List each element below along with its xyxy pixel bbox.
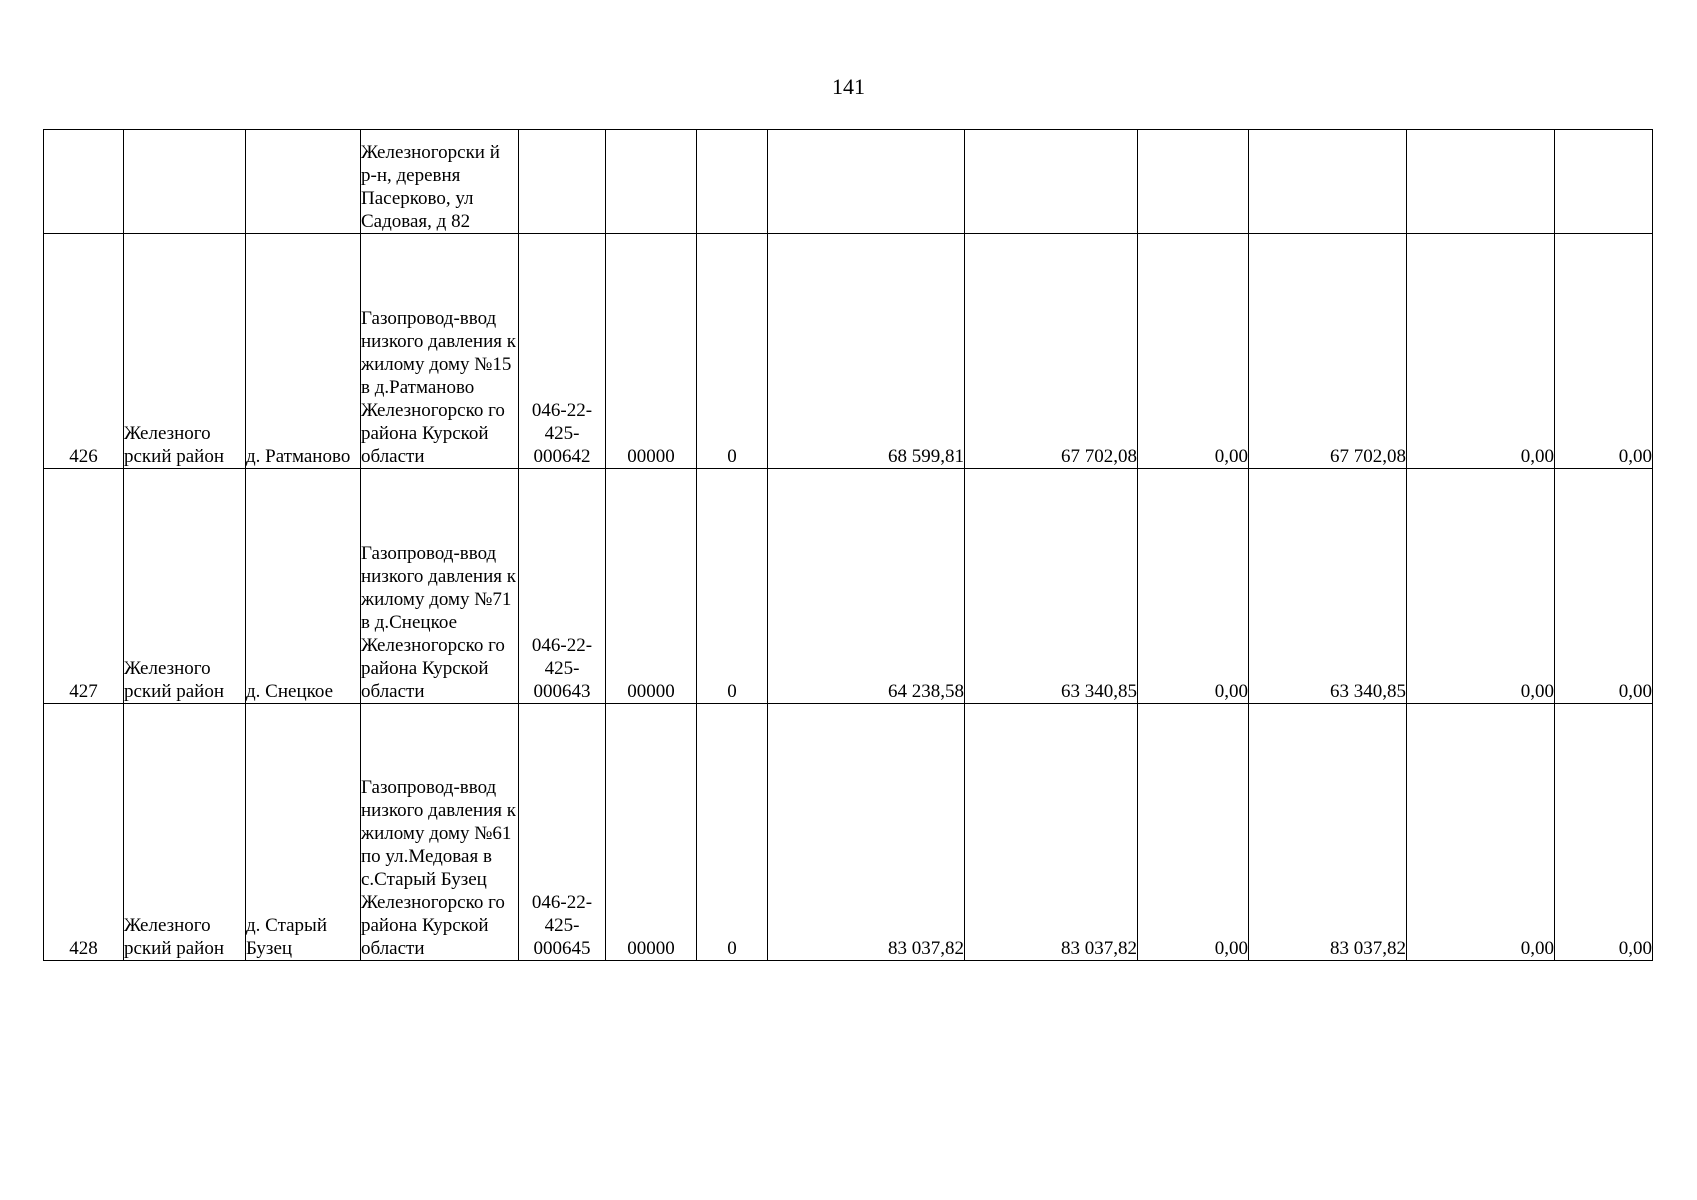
amount-cell-4: 67 702,08 <box>1249 234 1407 469</box>
cadastral-number-cell <box>519 130 606 234</box>
amount-cell-2 <box>965 130 1138 234</box>
amount-cell-2: 83 037,82 <box>965 704 1138 961</box>
cadastral-number-cell: 046-22-425-000643 <box>519 469 606 704</box>
object-name-cell: Железногорски й р-н, деревня Пасерково, ул Садовая, д 82 <box>361 130 519 234</box>
amount-cell-1: 68 599,81 <box>768 234 965 469</box>
page-number: 141 <box>832 74 865 99</box>
code-cell: 00000 <box>606 469 697 704</box>
amount-cell-3 <box>1138 130 1249 234</box>
object-name-cell: Газопровод-ввод низкого давления к жилому дому №61 по ул.Медовая в с.Старый Бузец Железногорско го района Курской области <box>361 704 519 961</box>
amount-cell-2: 63 340,85 <box>965 469 1138 704</box>
amount-cell-3: 0,00 <box>1138 704 1249 961</box>
amount-cell-6: 0,00 <box>1555 704 1653 961</box>
amount-cell-4 <box>1249 130 1407 234</box>
amount-cell-2: 67 702,08 <box>965 234 1138 469</box>
amount-cell-6 <box>1555 130 1653 234</box>
code-cell: 00000 <box>606 234 697 469</box>
row-number: 427 <box>44 469 124 704</box>
table-row <box>44 469 1653 704</box>
district-cell: Железного рский район <box>124 469 246 704</box>
locality-cell: д. Ратманово <box>246 234 361 469</box>
table-row <box>44 234 1653 469</box>
zero-cell <box>697 130 768 234</box>
table-row <box>44 130 1653 234</box>
amount-cell-1 <box>768 130 965 234</box>
amount-cell-3: 0,00 <box>1138 469 1249 704</box>
registry-table <box>43 129 1653 961</box>
district-cell: Железного рский район <box>124 234 246 469</box>
locality-cell <box>246 130 361 234</box>
locality-cell: д. Старый Бузец <box>246 704 361 961</box>
district-cell: Железного рский район <box>124 704 246 961</box>
amount-cell-4: 83 037,82 <box>1249 704 1407 961</box>
object-name-cell: Газопровод-ввод низкого давления к жилому дому №15 в д.Ратманово Железногорско го района Курской области <box>361 234 519 469</box>
amount-cell-3: 0,00 <box>1138 234 1249 469</box>
zero-cell: 0 <box>697 469 768 704</box>
amount-cell-5 <box>1407 130 1555 234</box>
row-number: 428 <box>44 704 124 961</box>
amount-cell-5: 0,00 <box>1407 469 1555 704</box>
zero-cell: 0 <box>697 704 768 961</box>
amount-cell-4: 63 340,85 <box>1249 469 1407 704</box>
row-number <box>44 130 124 234</box>
amount-cell-1: 83 037,82 <box>768 704 965 961</box>
amount-cell-6: 0,00 <box>1555 234 1653 469</box>
code-cell: 00000 <box>606 704 697 961</box>
code-cell <box>606 130 697 234</box>
zero-cell: 0 <box>697 234 768 469</box>
district-cell <box>124 130 246 234</box>
row-number: 426 <box>44 234 124 469</box>
cadastral-number-cell: 046-22-425-000645 <box>519 704 606 961</box>
amount-cell-5: 0,00 <box>1407 234 1555 469</box>
amount-cell-1: 64 238,58 <box>768 469 965 704</box>
cadastral-number-cell: 046-22-425-000642 <box>519 234 606 469</box>
amount-cell-5: 0,00 <box>1407 704 1555 961</box>
table-row <box>44 704 1653 961</box>
amount-cell-6: 0,00 <box>1555 469 1653 704</box>
object-name-cell: Газопровод-ввод низкого давления к жилому дому №71 в д.Снецкое Железногорско го района Курской области <box>361 469 519 704</box>
locality-cell: д. Снецкое <box>246 469 361 704</box>
